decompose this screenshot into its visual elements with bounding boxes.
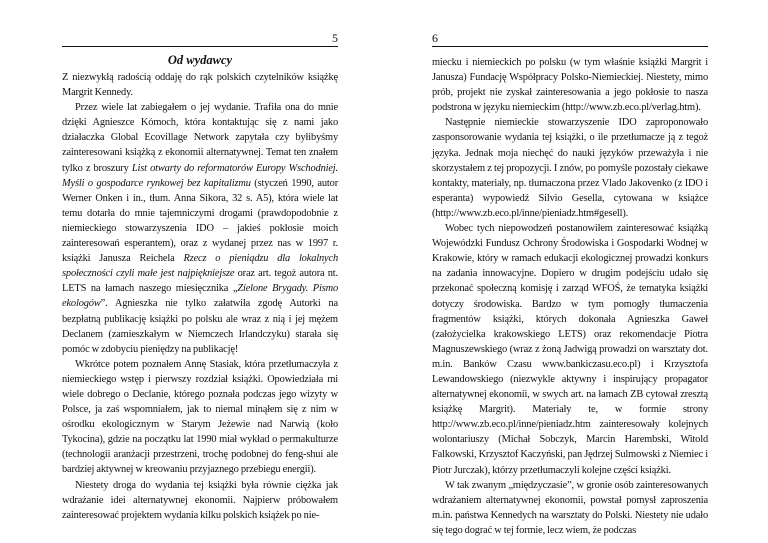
paragraph xyxy=(432,115,708,221)
header-rule-left xyxy=(62,46,338,47)
paragraph xyxy=(62,70,338,100)
text-segment: miecku i niemieckich po polsku (w tym właśnie książki Margrit i Janusza) Fundację Współpracy Polsko-Niemieckiej. Niestety, mimo prób, projekt nie zyskał zainteresowania a jego pokłosie to nasza podstrona w języku niemieckim (http://www.zb.eco.pl/verlag.htm). xyxy=(432,57,708,114)
text-segment: Niestety droga do wydania tej książki była równie ciężka jak wdrażanie idei alternatywnej ekonomii. Najpierw próbowałem zainteresować projektem wydania kilku polskich książek po nie- xyxy=(62,479,338,521)
left-page-body xyxy=(62,70,338,523)
left-page xyxy=(62,0,338,543)
text-segment: Wobec tych niepowodzeń postanowiłem zainteresować książką Wojewódzki Fundusz Ochrony Środowiska i Gospodarki Wodnej w Krakowie, który w ramach edukacji ekologicznej prowadzi konkurs na zadania innowacyjne. Dopiero w drugim podejściu udało się przekonać społeczną komisję i zarząd WFOŚ, że tematyka książki dotyczy środowiska. Bardzo w tym pomogły tłumaczenia fragmentów książki, których dokonała Agnieszka Gaweł (założycielka krakowskiego LETS) oraz rekomendacje Piotra Magnuszewskiego (wraz z żoną Jadwigą prowadzi on warsztaty dot. m.in. Banków Czasu www.bankiczasu.eco.pl) i Krzysztofa Lewandowskiego (niezwykle aktywny i inspirujący propagator alternatywnej ekonomii, w swych art. na łamach ZB cytował zresztą książkę Margrit). Materiały te, w formie strony http://www.zb.eco.pl/inne/pieniadz.htm zainteresowały kolejnych wolontariuszy (Michał Sobczyk, Marcin Harembski, Witold Falkowski, Krzysztof Kaczyński, pan Jędrzej Sulmowski z Niemiec i Piotr Jurczak), którzy przetłumaczyli kolejne części książki. xyxy=(432,223,708,476)
paragraph xyxy=(432,221,708,478)
text-segment: W tak zwanym „międzyczasie”, w gronie osób zainteresowanych wdrażaniem alternatywnej ekonomii, powstał pomysł zaproszenia m.in. państwa Kennedych na warsztaty do Polski. Niestety nie udało się tego dograć w tej formie, lecz wiem, że podczas xyxy=(432,479,708,536)
page-number-right: 6 xyxy=(432,31,438,45)
header-rule-right xyxy=(432,46,708,47)
right-page xyxy=(432,0,708,543)
text-segment: Wkrótce potem poznałem Annę Stasiak, która przetłumaczyła z niemieckiego wstęp i pierwszy rozdział książki. Opowiedziała mi wiele dobrego o Declanie, którego poznała podczas jego wizyty w Polsce, ja zaś wspomniałem, jak to niemal minąłem się z nim w ośrodku ekologicznym w Starym Jeżewie nad Narwią (koło Tykocina), gdzie na początku lat 1990 miał wykład o permakulturze (technologii aranżacji przestrzeni, trochę podobnej do feng-shui ale bardziej aktywnej w kreowaniu przyjaznego przebiegu energii). xyxy=(62,358,338,476)
paragraph xyxy=(62,357,338,478)
page-number-left: 5 xyxy=(332,31,338,45)
paragraph xyxy=(62,478,338,523)
section-title: Od wydawcy xyxy=(167,53,233,67)
italic-text-segment: List otwarty do reformatorów Europy Wschodniej. Myśli o gospodarce rynkowej bez kapitalizmu xyxy=(62,162,338,189)
paragraph xyxy=(62,100,338,357)
text-segment: (styczeń 1990, autor Werner Onken i in., tłum. Anna Sikora, 32 s. A5), która wiele lat temu dotarła do mnie tajemniczymi drogami (prawdopodobnie z niemieckiego stowarzyszenia IDO – jakieś pokłosie moich zainteresowań esperantem), oraz z wydanej przez nas w 1997 r. książki Janusza Reichela xyxy=(62,177,339,265)
paragraph xyxy=(432,478,708,538)
text-segment: ”. Agnieszka nie tylko załatwiła zgodę Autorki na bezpłatną publikację książki po polsku ale wraz z nią i jej mężem Declanem (zamieszkałym w Niemczech Irlandczyku) starała się pomóc w zdobyciu pieniędzy na publikację! xyxy=(62,298,338,355)
text-segment: Następnie niemieckie stowarzyszenie IDO zaproponowało zasponsorowanie wydania tej książki, o ile przetłumacze ją z tegoż języka. Jednak moja niechęć do nauki języków przeważyła i nie skorzystałem z tej propozycji. I znów, po pomyśle pozostały ciekawe kontakty, materiały, np. tłumaczona przez Vlado Jakovenko (z IDO i esperanta) wypowiedź Silvio Gesella, cytowana w książce (http://www.zb.eco.pl/inne/pieniadz.htm#gesell). xyxy=(432,117,708,219)
italic-text-segment: Rzecz o pieniądzu dla lokalnych społeczności czyli małe jest najpiękniejsze xyxy=(62,253,338,280)
text-segment: Z niezwykłą radością oddaję do rąk polskich czytelników książkę Margrit Kennedy. xyxy=(62,72,338,99)
italic-text-segment: Zielone Brygady. Pismo ekologów xyxy=(62,283,338,310)
right-page-body xyxy=(432,55,708,538)
text-segment: Przez wiele lat zabiegałem o jej wydanie. Trafiła ona do mnie dzięki Agnieszce Kómoch, która kontaktując się z nami jako działaczka Global Ecovillage Network zapytała czy byłibyśmy zainteresowani książką z ekonomii alternatywnej. Temat ten znałem tylko z broszury xyxy=(62,102,338,174)
text-segment: oraz art. tegoż autora nt. LETS na łamach naszego miesięcznika „ xyxy=(62,268,338,295)
paragraph xyxy=(432,55,708,115)
